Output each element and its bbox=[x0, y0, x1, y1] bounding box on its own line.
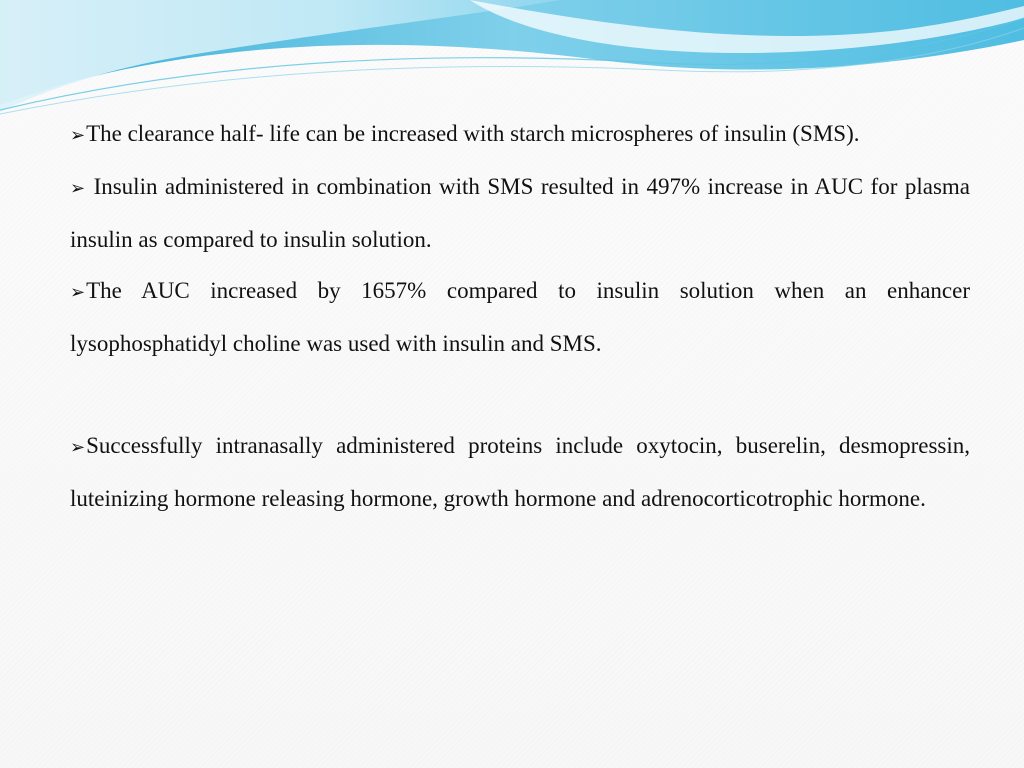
bullet-text: The clearance half- life can be increased with starch microspheres of insulin (SMS). bbox=[86, 121, 860, 146]
arrow-bullet-icon: ➢ bbox=[70, 125, 86, 146]
bullet-4 bbox=[70, 420, 970, 524]
bullet-text: The AUC increased by 1657% compared to insulin solution when an enhancer lysophosphatidyl choline was used with insulin and SMS. bbox=[70, 278, 970, 356]
bullet-3 bbox=[70, 265, 970, 369]
content-area bbox=[70, 108, 970, 524]
bullet-text: Insulin administered in combination with SMS resulted in 497% increase in AUC for plasma insulin as compared to insulin solution. bbox=[70, 174, 970, 252]
paragraph-spacer bbox=[70, 369, 970, 420]
bullet-1 bbox=[70, 108, 970, 161]
arrow-bullet-icon: ➢ bbox=[70, 437, 86, 458]
arrow-bullet-icon: ➢ bbox=[70, 178, 86, 199]
arrow-bullet-icon: ➢ bbox=[70, 282, 86, 303]
bullet-2 bbox=[70, 161, 970, 265]
bullet-text: Successfully intranasally administered proteins include oxytocin, buserelin, desmopressin, luteinizing hormone releasing hormone, growth hormone and adrenocorticotrophic hormone. bbox=[70, 433, 970, 511]
